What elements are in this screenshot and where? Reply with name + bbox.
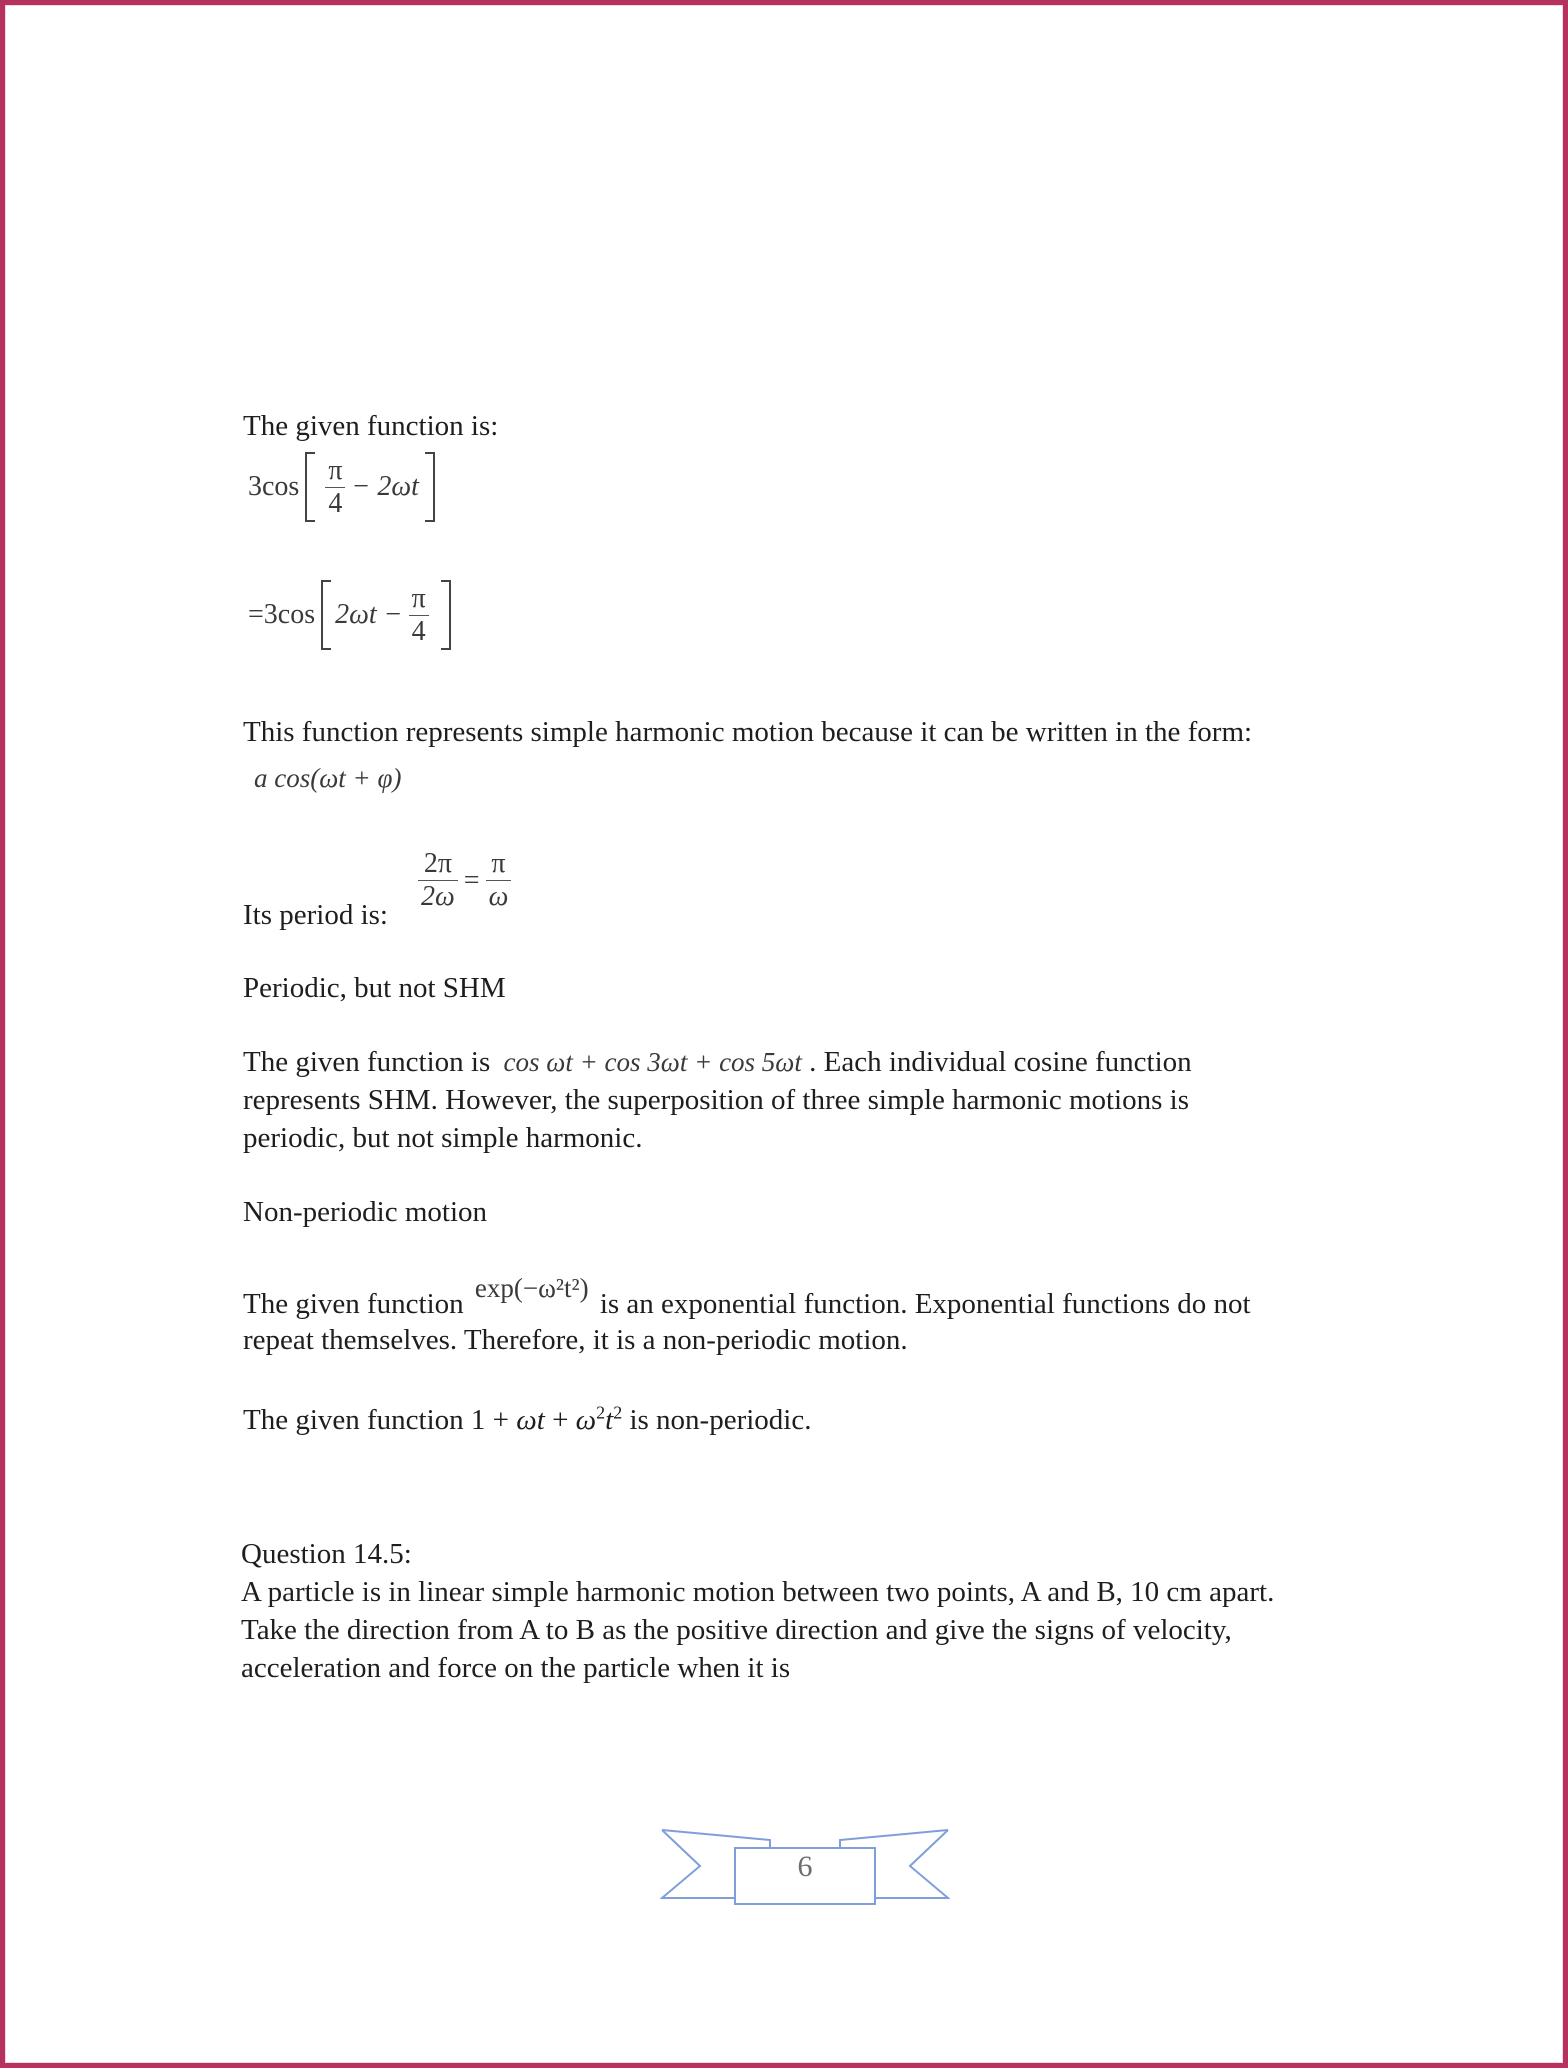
given-function-intro: The given function is: — [243, 410, 499, 442]
period-equation: $\frac{2\pi}{2\omega}$ = $\frac{\pi}{\omega}$ — [412, 850, 517, 911]
page-number: 6 — [797, 1850, 813, 1883]
equation-1 — [248, 452, 435, 522]
question-line1: A particle is in linear simple harmonic motion between two points, A and B, 10 cm apart. — [241, 1576, 1275, 1608]
eq2-lead: 2ωt − — [335, 599, 403, 630]
shm-form: a cos(ωt + φ) — [254, 763, 402, 793]
question-line3: acceleration and force on the particle when it is — [241, 1652, 791, 1684]
section3-line2: repeat themselves. Therefore, it is a non-periodic motion. — [243, 1324, 908, 1356]
equation-2 — [248, 580, 451, 650]
eq1-coef: 3cos — [248, 471, 300, 502]
section3-line3: The given function $1 + \omega t + \omega^2t^2$ is non-periodic. — [243, 1402, 812, 1436]
period-label: Its period is: — [243, 899, 388, 931]
section2-line3: periodic, but not simple harmonic. — [243, 1122, 643, 1154]
right-bracket — [441, 580, 451, 650]
left-bracket — [321, 580, 331, 650]
section2-line2: represents SHM. However, the superposition of three simple harmonic motions is — [243, 1084, 1189, 1116]
left-bracket — [305, 452, 315, 522]
question-title: Question 14.5: — [241, 1538, 412, 1570]
section2-math: cos ωt + cos 3ωt + cos 5ωt — [503, 1047, 802, 1077]
heading-non-periodic: Non-periodic motion — [243, 1196, 488, 1228]
heading-periodic-not-shm: Periodic, but not SHM — [243, 972, 506, 1004]
eq2-prefix: =3cos — [248, 599, 316, 630]
right-bracket — [425, 452, 435, 522]
eq1-fraction: $\frac{\pi}{4}$ — [325, 457, 345, 518]
eq1-rest: − 2ωt — [351, 471, 419, 502]
section3-math: exp(−ω²t²) — [474, 1273, 589, 1303]
eq2-fraction: $\frac{\pi}{4}$ — [409, 585, 429, 646]
shm-explanation: This function represents simple harmonic motion because it can be written in the form: — [243, 716, 1253, 748]
section2-line1: The given function is cos ωt + cos 3ωt + cos 5ωt . Each individual cosine function — [243, 1046, 1192, 1078]
section3-line1: The given function exp(−ω²t²) is an exponential function. Exponential functions do not — [243, 1273, 1251, 1320]
question-line2: Take the direction from A to B as the positive direction and give the signs of velocity, — [241, 1614, 1232, 1646]
